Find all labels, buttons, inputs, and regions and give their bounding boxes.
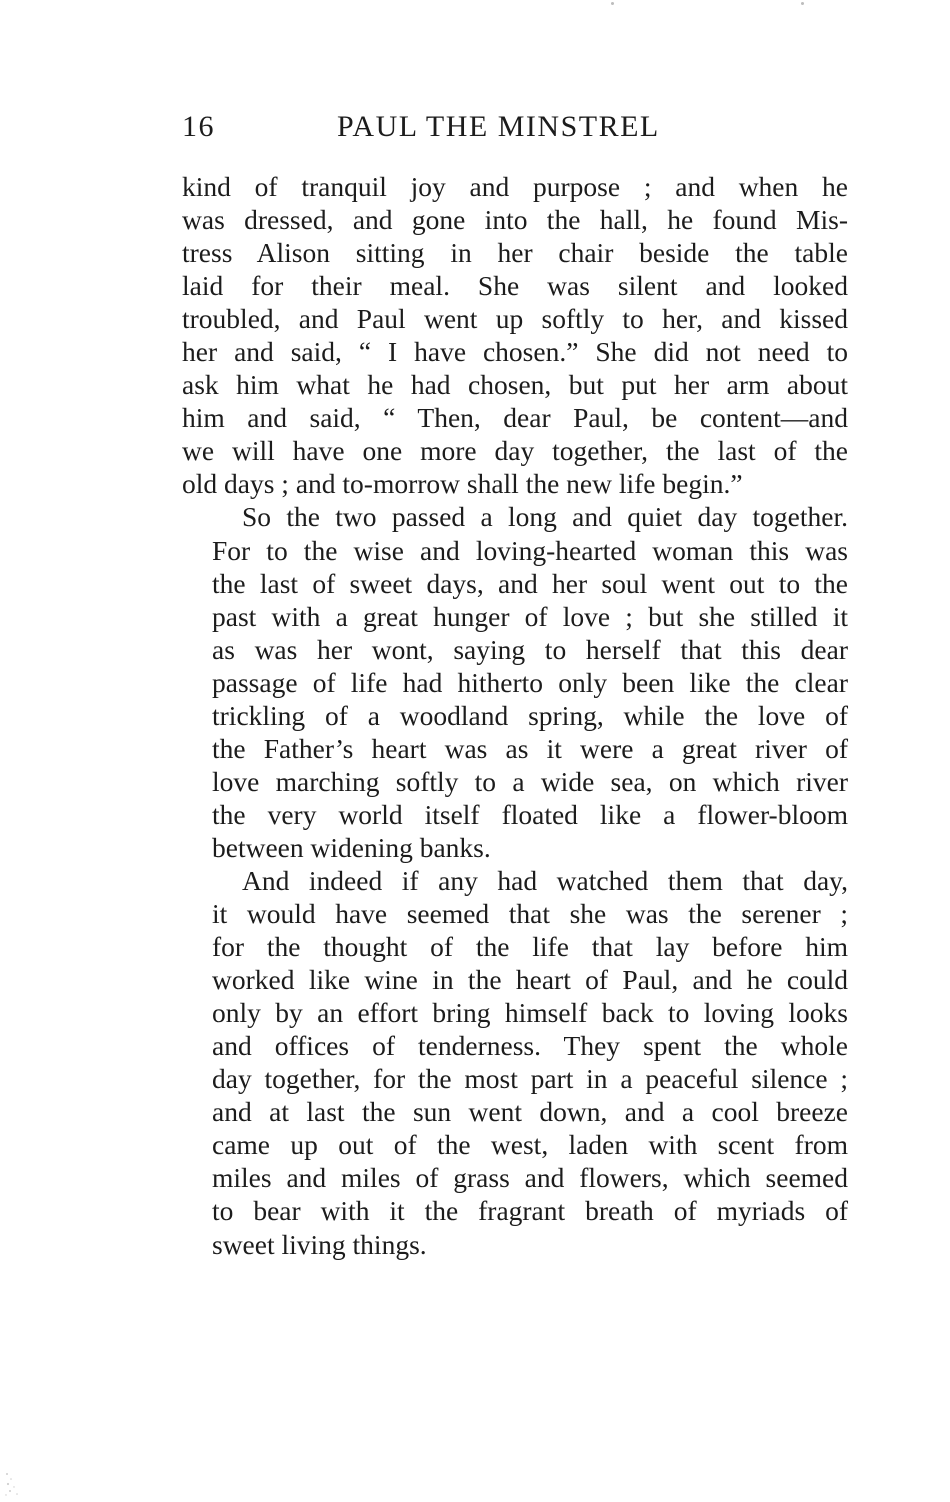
body-text [182, 170, 848, 1261]
paragraph-1 [182, 170, 848, 500]
text-line: past with a great hunger of love ; but she stilled it [212, 600, 848, 632]
text-line: the last of sweet days, and her soul went out to the [212, 567, 848, 599]
text-line: kind of tranquil joy and purpose ; and when he [182, 171, 848, 202]
text-line: And indeed if any had watched them that day, [242, 864, 848, 896]
print-speck [801, 2, 804, 5]
text-line: day together, for the most part in a peaceful silence ; [212, 1063, 848, 1095]
text-line: her and said, “ I have chosen.” She did not need to [182, 336, 848, 368]
text-line: came up out of the west, laden with scent from [212, 1129, 848, 1161]
print-speck [611, 2, 614, 5]
text-line: we will have one more day together, the last of the [182, 435, 848, 467]
scan-artifact [4, 1470, 24, 1498]
text-line: as was her wont, saying to herself that this dear [212, 633, 848, 665]
running-title: PAUL THE MINSTREL [337, 110, 660, 143]
text-line: troubled, and Paul went up softly to her, and kissed [182, 303, 848, 335]
text-line: For to the wise and loving-hearted woman this was [212, 534, 848, 566]
text-line: love marching softly to a wide sea, on which river [212, 765, 848, 797]
text-line: between widening banks. [212, 831, 491, 863]
text-line: laid for their meal. She was silent and looked [182, 270, 848, 302]
text-line: worked like wine in the heart of Paul, and he could [212, 964, 848, 996]
text-line: the very world itself floated like a flower-bloom [212, 798, 848, 830]
text-line: miles and miles of grass and flowers, which seemed [212, 1162, 848, 1194]
text-line: only by an effort bring himself back to loving looks [212, 997, 848, 1029]
text-line: the Father’s heart was as it were a great river of [212, 732, 848, 764]
running-head [182, 110, 690, 150]
paragraph-2 [182, 500, 848, 864]
text-line: it would have seemed that she was the serener ; [212, 898, 848, 930]
text-line: him and said, “ Then, dear Paul, be content—and [182, 402, 848, 434]
text-line: to bear with it the fragrant breath of myriads of [212, 1195, 848, 1227]
text-line: ask him what he had chosen, but put her arm about [182, 369, 848, 401]
text-line: passage of life had hitherto only been like the clear [212, 666, 848, 698]
text-line: old days ; and to-morrow shall the new life begin.” [182, 468, 743, 500]
text-line: and offices of tenderness. They spent the whole [212, 1030, 848, 1062]
paragraph-3 [182, 864, 848, 1261]
page-number: 16 [182, 110, 215, 143]
text-line: and at last the sun went down, and a cool breeze [212, 1096, 848, 1128]
text-line: for the thought of the life that lay before him [212, 931, 848, 963]
text-line: sweet living things. [212, 1228, 427, 1260]
text-line: trickling of a woodland spring, while the love of [212, 699, 848, 731]
text-line: tress Alison sitting in her chair beside the table [182, 237, 848, 269]
text-line: So the two passed a long and quiet day together. [242, 501, 848, 533]
text-line: was dressed, and gone into the hall, he found Mis- [182, 204, 848, 236]
